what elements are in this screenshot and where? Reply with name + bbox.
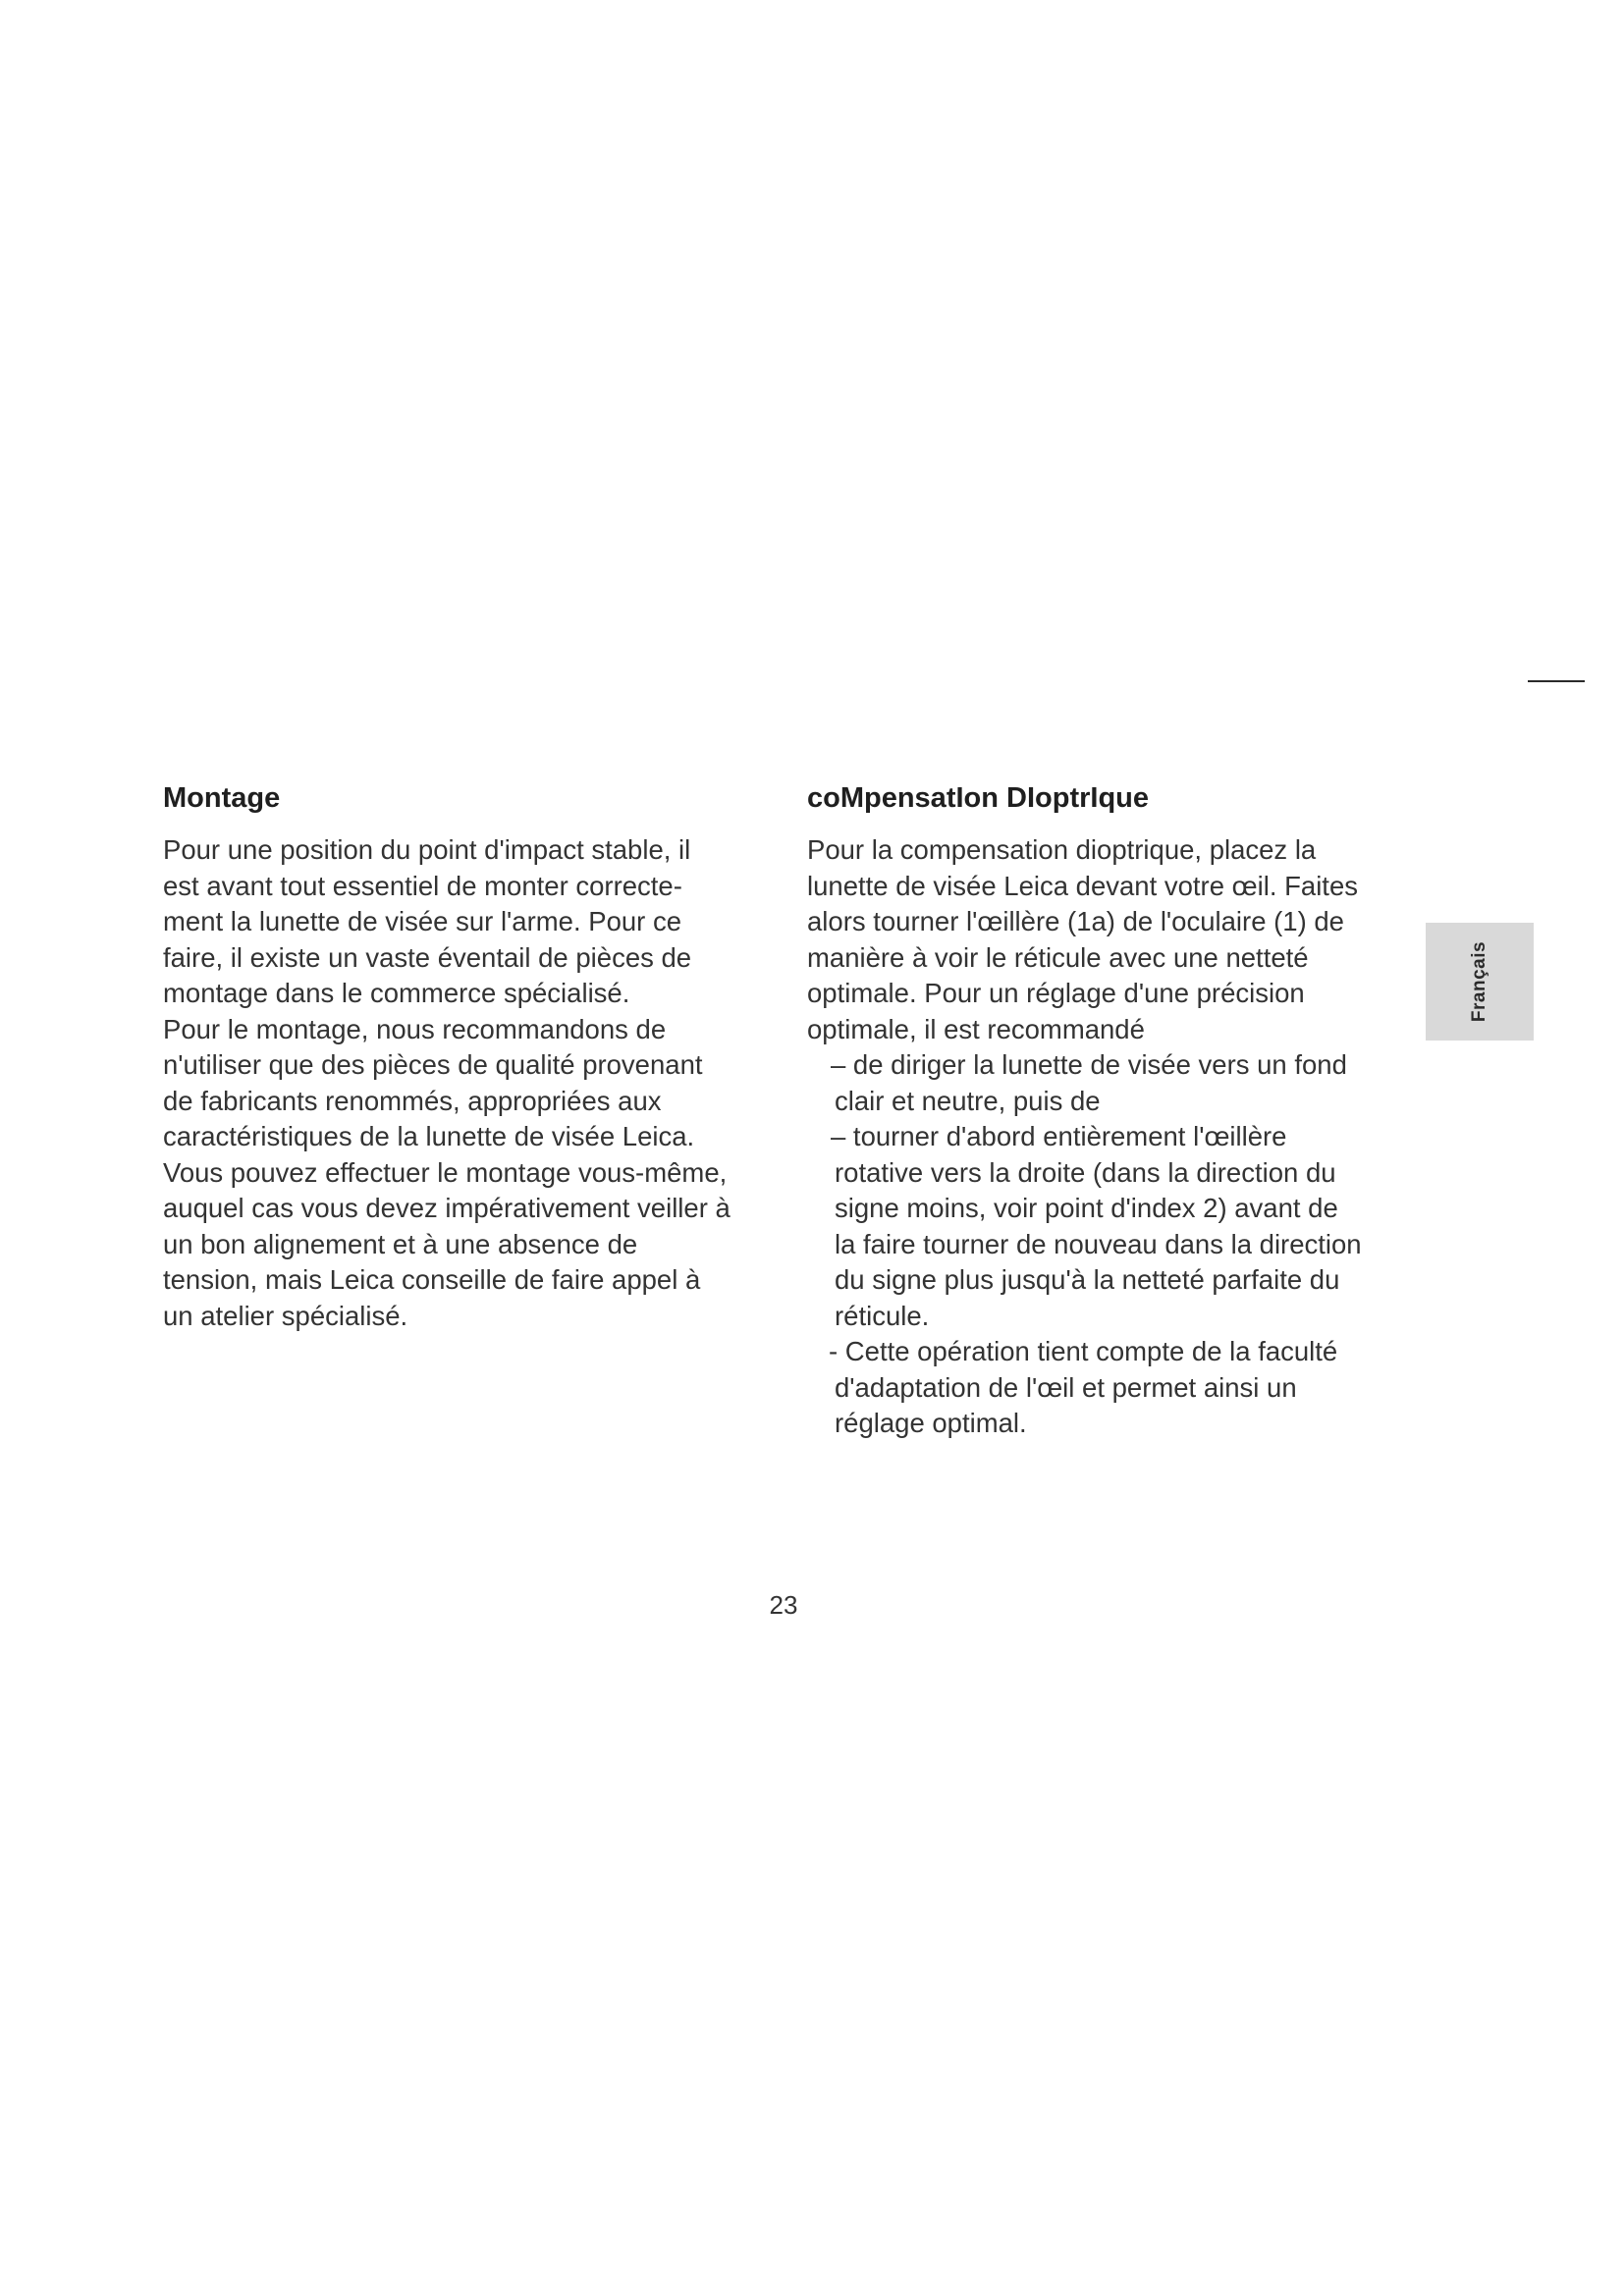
top-right-rule: [1528, 680, 1585, 682]
language-tab: [1426, 923, 1534, 1041]
text-line: Pour la compensation dioptrique, placez la: [807, 834, 1317, 865]
list-item: [807, 1047, 1416, 1119]
text-line: réglage optimal.: [835, 1408, 1027, 1438]
text-line: – de diriger la lunette de visée vers un fond: [831, 1049, 1347, 1080]
text-line: réticule.: [835, 1300, 930, 1331]
text-line: d'adaptation de l'œil et permet ainsi un: [835, 1371, 1297, 1403]
text-line: – tourner d'abord entièrement l'œillère: [831, 1121, 1287, 1151]
text-line: n'utiliser que des pièces de qualité provenant: [163, 1049, 703, 1080]
text-line: Vous pouvez effectuer le montage vous-même,: [163, 1156, 728, 1188]
text-line: Pour le montage, nous recommandons de: [163, 1013, 667, 1044]
text-line: alors tourner l'œillère (1a) de l'oculaire (1) de: [807, 906, 1344, 936]
text-line: manière à voir le réticule avec une netteté: [807, 941, 1309, 973]
dioptric-intro-paragraph: [807, 832, 1416, 1047]
text-line: Pour une position du point d'impact stable, il: [163, 834, 691, 865]
text-line: optimale, il est recommandé: [807, 1013, 1145, 1044]
text-line: faire, il existe un vaste éventail de pièces de: [163, 941, 692, 973]
text-line: est avant tout essentiel de monter correcte-: [163, 870, 682, 901]
list-item: [807, 1334, 1416, 1442]
language-tab-label: Français: [1469, 940, 1489, 1023]
dioptric-steps-list: [807, 1047, 1416, 1442]
text-line: auquel cas vous devez impérativement veiller à: [163, 1193, 731, 1223]
text-line: montage dans le commerce spécialisé.: [163, 978, 630, 1008]
montage-heading: Montage: [163, 782, 281, 814]
dioptric-compensation-section: [807, 781, 1416, 1442]
montage-section: [163, 781, 772, 1334]
text-line: rotative vers la droite (dans la direction du: [835, 1156, 1336, 1188]
text-line: clair et neutre, puis de: [835, 1085, 1101, 1116]
dioptric-heading: coMpensatIon DIoptrIque: [807, 782, 1149, 814]
montage-paragraph: [163, 832, 772, 1334]
text-line: - Cette opération tient compte de la faculté: [829, 1336, 1338, 1366]
text-line: ment la lunette de visée sur l'arme. Pour ce: [163, 906, 682, 936]
text-line: un bon alignement et à une absence de: [163, 1228, 638, 1259]
text-line: de fabricants renommés, appropriées aux: [163, 1085, 662, 1116]
text-line: un atelier spécialisé.: [163, 1300, 408, 1331]
text-line: la faire tourner de nouveau dans la direction: [835, 1228, 1362, 1259]
text-line: optimale. Pour un réglage d'une précision: [807, 978, 1305, 1008]
text-line: caractéristiques de la lunette de visée Leica.: [163, 1121, 695, 1151]
text-line: lunette de visée Leica devant votre œil. Faites: [807, 870, 1358, 901]
text-line: du signe plus jusqu'à la netteté parfaite du: [835, 1264, 1340, 1295]
list-item: [807, 1119, 1416, 1334]
page-number: 23: [769, 1590, 798, 1620]
text-line: signe moins, voir point d'index 2) avant de: [835, 1193, 1338, 1223]
text-line: tension, mais Leica conseille de faire appel à: [163, 1264, 701, 1295]
